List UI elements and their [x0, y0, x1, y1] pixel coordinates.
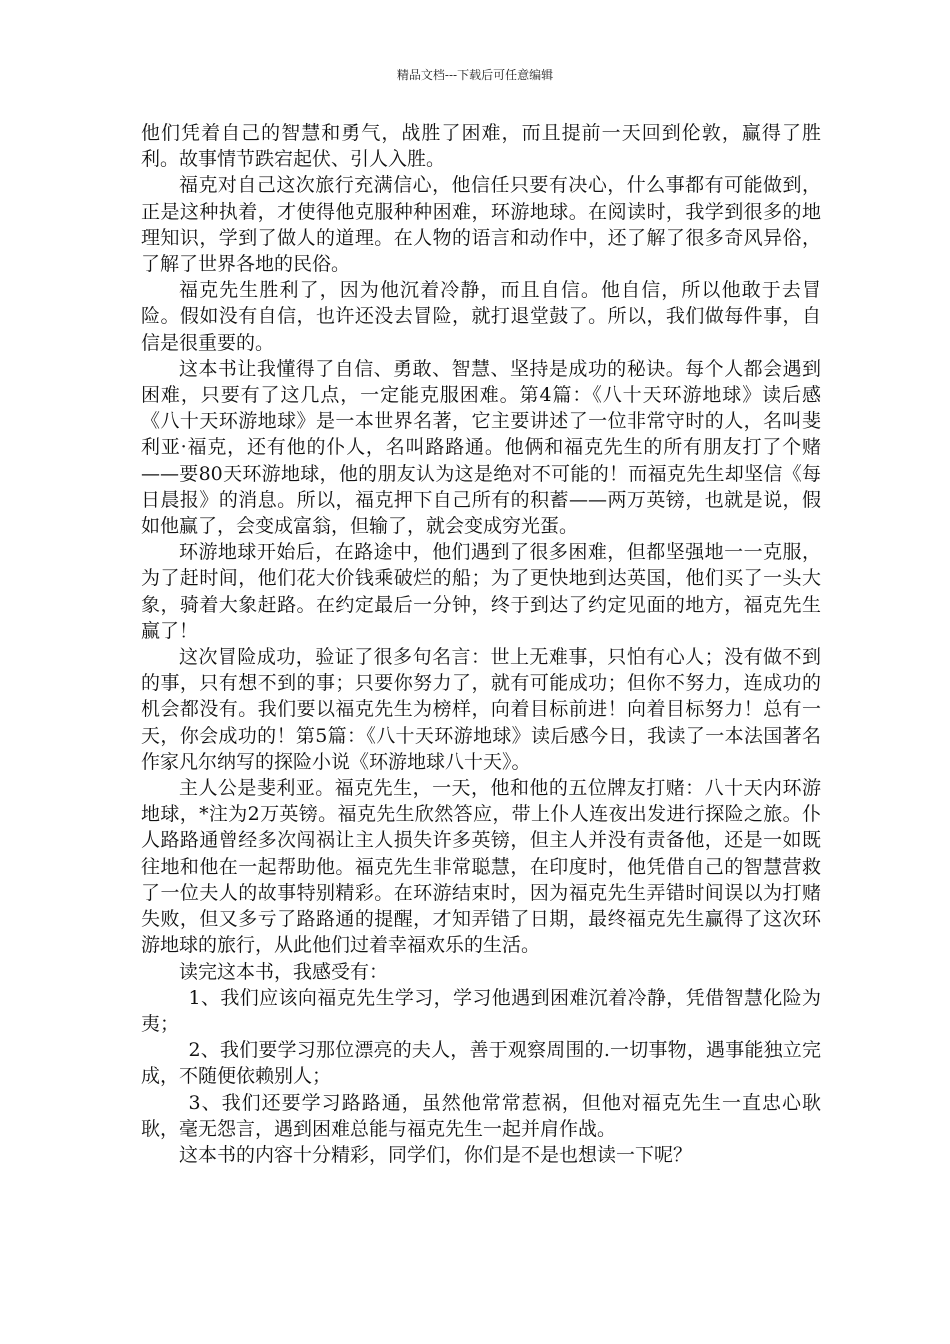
paragraph-3: 福克先生胜利了，因为他沉着冷静，而且自信。他自信，所以他敢于去冒险。假如没有自信，也许还没去冒险，就打退堂鼓了。所以，我们做每件事，自信是很重要的。 [141, 279, 821, 354]
list-item-1: 1、我们应该向福克先生学习，学习他遇到困难沉着冷静，凭借智慧化险为夷； [141, 986, 821, 1035]
list-item-3: 3、我们还要学习路路通，虽然他常常惹祸，但他对福克先生一直忠心耿耿，毫无怨言，遇到困难总能与福克先生一起并肩作战。 [141, 1091, 821, 1140]
paragraph-7: 主人公是斐利亚。福克先生，一天，他和他的五位牌友打赌：八十天内环游地球，*注为2万英镑。福克先生欣然答应，带上仆人连夜出发进行探险之旅。仆人路路通曾经多次闯祸让主人损失许多英镑，但主人并没有责备他，还是一如既往地和他在一起帮助他。福克先生非常聪慧，在印度时，他凭借自己的智慧营救了一位夫人的故事特别精彩。在环游结束时，因为福克先生弄错时间误以为打赌失败，但又多亏了路路通的提醒，才知弄错了日期，最终福克先生赢得了这次环游地球的旅行，从此他们过着幸福欢乐的生活。 [141, 777, 821, 957]
list-item-2: 2、我们要学习那位漂亮的夫人，善于观察周围的.一切事物，遇事能独立完成，不随便依赖别人； [141, 1039, 821, 1088]
paragraph-2: 福克对自己这次旅行充满信心，他信任只要有决心，什么事都有可能做到，正是这种执着，才使得他克服种种困难，环游地球。在阅读时，我学到很多的地理知识，学到了做人的道理。在人物的语言和动作中，还了解了很多奇风异俗，了解了世界各地的民俗。 [141, 174, 821, 276]
paragraph-1: 他们凭着自己的智慧和勇气，战胜了困难，而且提前一天回到伦敦，赢得了胜利。故事情节跌宕起伏、引人入胜。 [141, 122, 821, 171]
paragraph-9: 这本书的内容十分精彩，同学们，你们是不是也想读一下呢？ [179, 1143, 693, 1166]
paragraph-4: 这本书让我懂得了自信、勇敢、智慧、坚持是成功的秘诀。每个人都会遇到困难，只要有了这几点，一定能克服困难。第4篇：《八十天环游地球》读后感《八十天环游地球》是一本世界名著，它主要讲述了一位非常守时的人，名叫斐利亚·福克，还有他的仆人，名叫路路通。他俩和福克先生的所有朋友打了个赌——要80天环游地球，他的朋友认为这是绝对不可能的！而福克先生却坚信《每日晨报》的消息。所以，福克押下自己所有的积蓄——两万英镑，也就是说，假如他赢了，会变成富翁，但输了，就会变成穷光蛋。 [141, 357, 821, 538]
document-body [141, 120, 821, 1168]
page-header: 精品文档---下载后可任意编辑 [396, 68, 554, 82]
paragraph-5: 环游地球开始后，在路途中，他们遇到了很多困难，但都坚强地一一克服，为了赶时间，他们花大价钱乘破烂的船；为了更快地到达英国，他们买了一头大象，骑着大象赶路。在约定最后一分钟，终于到达了约定见面的地方，福克先生赢了！ [141, 541, 821, 642]
paragraph-8: 读完这本书，我感受有： [179, 960, 389, 983]
paragraph-6: 这次冒险成功，验证了很多句名言：世上无难事，只怕有心人；没有做不到的事，只有想不到的事；只要你努力了，就有可能成功；但你不努力，连成功的机会都没有。我们要以福克先生为榜样，向着目标前进！向着目标努力！总有一天，你会成功的！第5篇：《八十天环游地球》读后感今日，我读了一本法国著名作家凡尔纳写的探险小说《环游地球八十天》。 [141, 646, 821, 773]
